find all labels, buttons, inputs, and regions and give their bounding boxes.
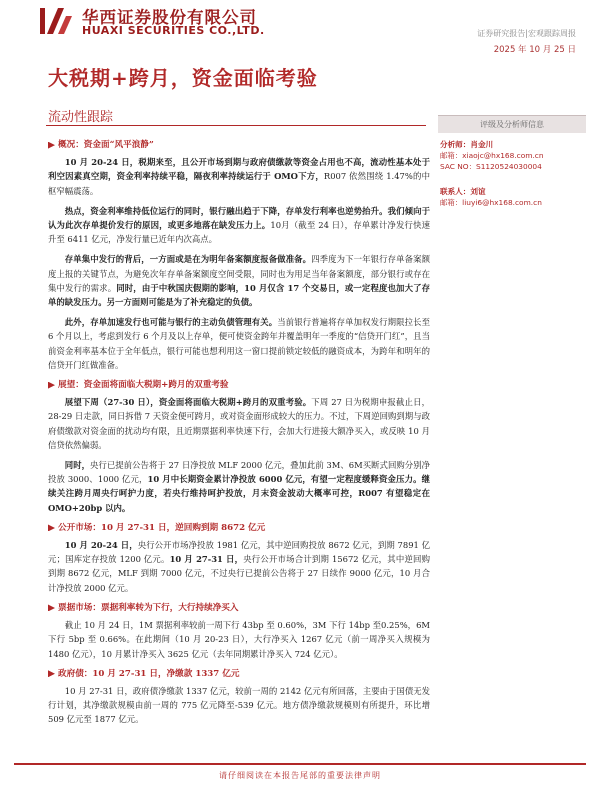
subtitle-divider <box>46 125 426 126</box>
bold-text: 此外，存单加速发行也可能与银行的主动负债管理有关。 <box>64 317 278 328</box>
text: 四季度为下一年银行存单备案额度上报的关键节点，为避免次年存单备案额度空间受限，同时也为用足当年备案额度，部分银行或存在集中发行的需求。 <box>48 254 431 293</box>
text: 央行已提前公告将于 27 日净投放 MLF 2000 亿元，叠加此前 3M、6M买断式回购分别净投放 3000、1000 亿元， <box>48 460 431 485</box>
triangle-bullet-icon <box>48 142 55 149</box>
bold-text: 10 月 27-31 日， <box>169 554 244 565</box>
analyst-sac: SAC NO：S1120524030004 <box>440 162 542 171</box>
report-footer <box>0 760 600 800</box>
bold-text: 展望下周（27-30 日），资金面将面临大税期+跨月的双重考验。 <box>64 397 312 408</box>
bold-text: 存单集中发行的背后，一方面或是在为明年备案额度报备做准备。 <box>64 254 312 265</box>
triangle-bullet-icon <box>48 604 55 611</box>
report-header <box>0 0 600 60</box>
paragraph <box>48 204 430 247</box>
company-name-en: HUAXI SECURITIES CO.,LTD. <box>82 24 265 37</box>
bold-text: 热点，资金利率维持低位运行的同时，银行融出趋于下降，存单发行利率也逆势抬升。我们倾向于认为此次存单提价发行的原因，或更多地落在缺发压力上。 <box>48 205 430 231</box>
paragraph <box>48 458 430 515</box>
section-heading <box>48 138 430 152</box>
contact-name: 联系人：刘谊 <box>440 187 486 196</box>
report-body <box>48 138 430 733</box>
footer-divider <box>14 763 586 765</box>
report-title: 大税期+跨月，资金面临考验 <box>48 66 318 90</box>
bold-text: 10 月 20-24 日，税期来至，且公开市场到期与政府债缴款等资金占用也不高，流动性基本处于利空因素真空期，资金利率持续平稳，隔夜利率持续运行于 OMO下方， <box>48 157 430 182</box>
contact-email[interactable]: 邮箱：liuyi6@hx168.com.cn <box>440 198 542 207</box>
paragraph <box>48 315 430 372</box>
huaxi-logo-icon <box>38 6 76 36</box>
section-title: 公开市场：10 月 27-31 日，逆回购到期 8672 亿元 <box>58 522 266 533</box>
text: 央行公开市场净投放 1981 亿元，其中逆回购投放 8672 亿元，到期 7891 亿元；国库定存投放 1200 亿元。 <box>48 540 431 565</box>
text: 10月（截至 24 日），存单累计净发行快速升至 6411 亿元，净发行量已近年内次高点。 <box>48 220 430 245</box>
section-title: 票据市场：票据利率转为下行，大行持续净买入 <box>58 602 239 613</box>
company-name-cn: 华西证券股份有限公司 <box>82 8 257 27</box>
paragraph <box>48 155 430 198</box>
paragraph <box>48 538 430 595</box>
bold-text: 同时，由于中秋国庆假期的影响，10 月仅含 17 个交易日，或一定程度也加大了存单的缺发压力。另一方面则可能是为了补充稳定的负债。 <box>48 282 431 308</box>
analyst-email[interactable]: 邮箱：xiaojc@hx168.com.cn <box>440 151 544 160</box>
analyst-name: 分析师：肖金川 <box>440 140 494 149</box>
triangle-bullet-icon <box>48 670 55 677</box>
legal-disclaimer: 请仔细阅读在本报告尾部的重要法律声明 <box>219 771 381 780</box>
text: R007 依然围绕 1.47%的中枢窄幅震荡。 <box>48 171 430 196</box>
report-date: 2025 年 10 月 25 日 <box>493 45 576 55</box>
bold-text: 10 月中长期资金累计净投放 6000 亿元，有望一定程度缓释资金压力。继续关注跨月周央行呵护力度，若央行维持呵护投放，月末资金波动大概率可控，R007 有望稳定在 OMO+20bp 以内。 <box>48 474 430 513</box>
section-title: 展望：资金面将面临大税期+跨月的双重考验 <box>58 380 229 391</box>
section-title: 政府债：10 月 27-31 日，净缴款 1337 亿元 <box>58 668 240 679</box>
text: 当前银行普遍将存单加权发行期限拉长至 6 个月以上，考虑到发行 6 个月及以上存单，便可使资金跨年并覆盖明年一季度的“信贷开门红”，且当前资金利率基本位于全年低点，银行可能也想利用这一窗口提前锁定较低的融资成本，为跨年和明年的信贷开门红做准备。 <box>48 317 431 370</box>
triangle-bullet-icon <box>48 524 55 531</box>
text: 下周 27 日为税期申报截止日，28-29 日走款，同日拆借 7 天资金便可跨月，或对资金面形成较大的压力。不过，下周逆回购到期与政府债缴款对资金面的扰动均有限，且近期票据利率快速下行，会加大行进接大额净买入，或反映 10 月信贷依然偏弱。 <box>48 397 430 450</box>
sidebar-header: 评级及分析师信息 <box>438 115 586 133</box>
paragraph: 10 月 27-31 日，政府债净缴款 1337 亿元，较前一周的 2142 亿元有所回落，主要由于国债无发行计划，其净缴款规模由前一周的 775 亿元降至-539 亿元。地方债净缴款规模则有所提升，环比增 509 亿元至 1877 亿元。 <box>48 685 430 725</box>
section-title: 概况：资金面“风平浪静” <box>58 140 154 150</box>
paragraph <box>48 252 430 309</box>
section-heading <box>48 667 430 681</box>
section-heading <box>48 521 430 535</box>
section-heading <box>48 601 430 615</box>
triangle-bullet-icon <box>48 382 55 389</box>
report-type: 证券研究报告|宏观跟踪周报 <box>477 29 576 38</box>
section-heading <box>48 378 430 392</box>
bold-text: 同时， <box>64 460 91 471</box>
bold-text: 10 月 20-24 日， <box>64 540 138 551</box>
analyst-sidebar <box>438 115 586 208</box>
text: 央行公开市场合计到期 15672 亿元，其中逆回购到期 8672 亿元，MLF 到期 7000 亿元，不过央行已提前公告将于 27 日续作 9000 亿元，10 月合计净投放 2000 亿元。 <box>48 554 431 593</box>
paragraph <box>48 395 430 452</box>
paragraph: 截止 10 月 24 日，1M 票据利率较前一周下行 43bp 至 0.60%，3M 下行 14bp 至0.25%，6M 下行 5bp 至 0.66%。在此期间（10 月 20-23 日），大行净买入 1267 亿元（前一周净买入规模为 1480 亿元），10 月累计净买入 3625 亿元（去年同期累计净买入 724 亿元）。 <box>48 620 430 659</box>
report-subtitle: 流动性跟踪 <box>48 110 114 125</box>
